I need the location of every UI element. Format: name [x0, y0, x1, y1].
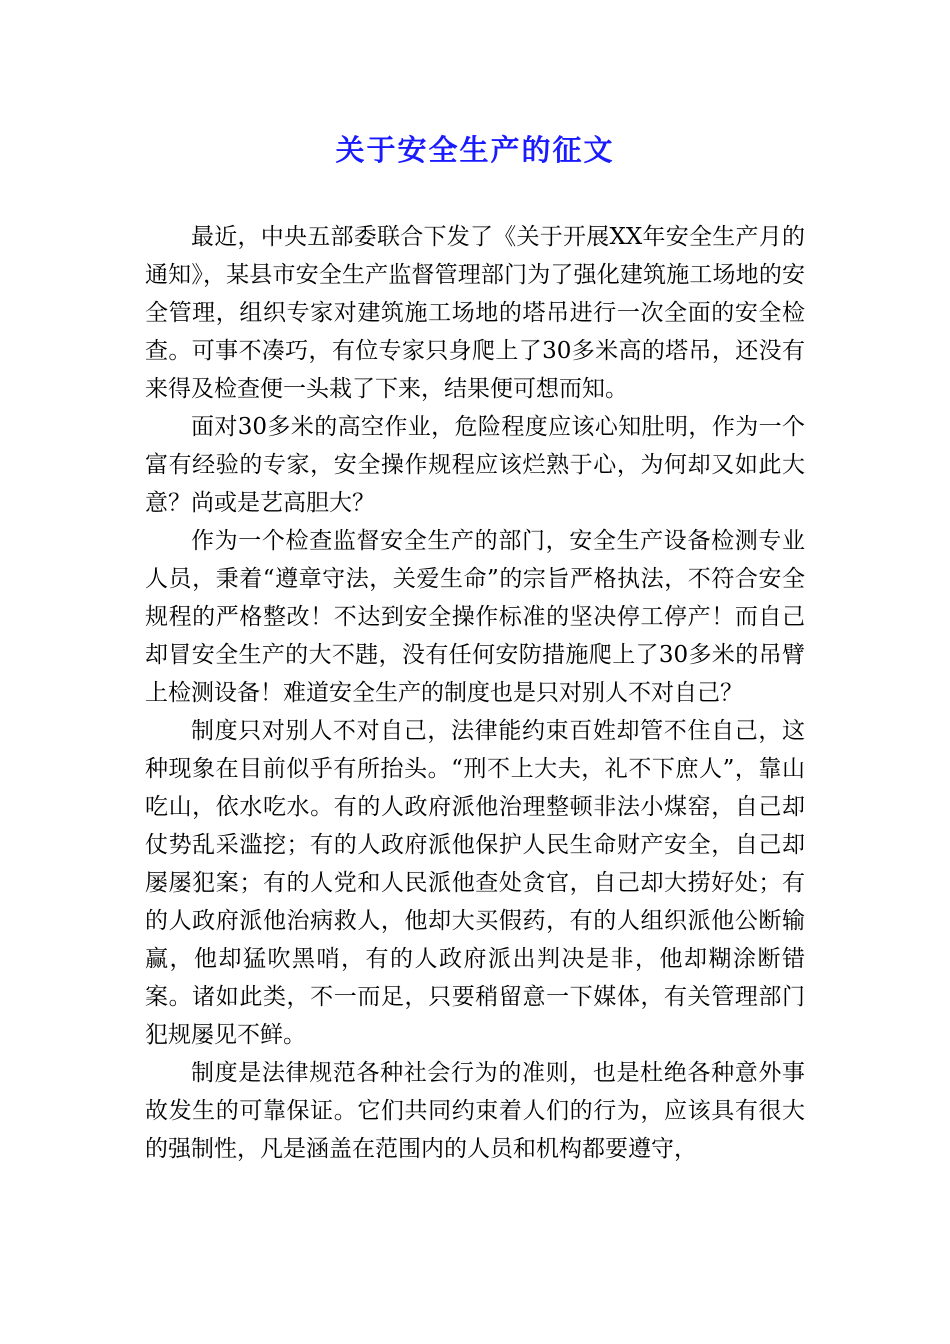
- paragraph: 面对30多米的高空作业，危险程度应该心知肚明，作为一个富有经验的专家，安全操作规程应该烂熟于心，为何却又如此大意？尚或是艺高胆大？: [145, 414, 805, 516]
- paragraph: 制度是法律规范各种社会行为的准则，也是杜绝各种意外事故发生的可靠保证。它们共同约束着人们的行为，应该具有很大的强制性，凡是涵盖在范围内的人员和机构都要遵守，: [145, 1060, 805, 1162]
- paragraph: 制度只对别人不对自己，法律能约束百姓却管不住自己，这种现象在目前似乎有所抬头。“刑不上大夫，礼不下庶人”，靠山吃山，依水吃水。有的人政府派他治理整顿非法小煤窑，自己却仗势乱采滥挖；有的人政府派他保护人民生命财产安全，自己却屡屡犯案；有的人党和人民派他查处贪官，自己却大捞好处；有的人政府派他治病救人，他却大买假药，有的人组织派他公断输赢，他却猛吹黑哨，有的人政府派出判决是非，他却糊涂断错案。诸如此类，不一而足，只要稍留意一下媒体，有关管理部门犯规屡见不鲜。: [145, 718, 805, 1048]
- paragraph: 最近，中央五部委联合下发了《关于开展XX年安全生产月的通知》，某县市安全生产监督管理部门为了强化建筑施工场地的安全管理，组织专家对建筑施工场地的塔吊进行一次全面的安全检查。可事不凑巧，有位专家只身爬上了30多米高的塔吊，还没有来得及检查便一头栽了下来，结果便可想而知。: [145, 224, 805, 402]
- document-body: [145, 218, 805, 1168]
- document-title: 关于安全生产的征文: [335, 133, 615, 167]
- paragraph: 作为一个检查监督安全生产的部门，安全生产设备检测专业人员，秉着“遵章守法，关爱生命”的宗旨严格执法，不符合安全规程的严格整改！不达到安全操作标准的坚决停工停产！而自己却冒安全生产的大不韪，没有任何安防措施爬上了30多米的吊臂上检测设备！难道安全生产的制度也是只对别人不对自己？: [145, 528, 805, 706]
